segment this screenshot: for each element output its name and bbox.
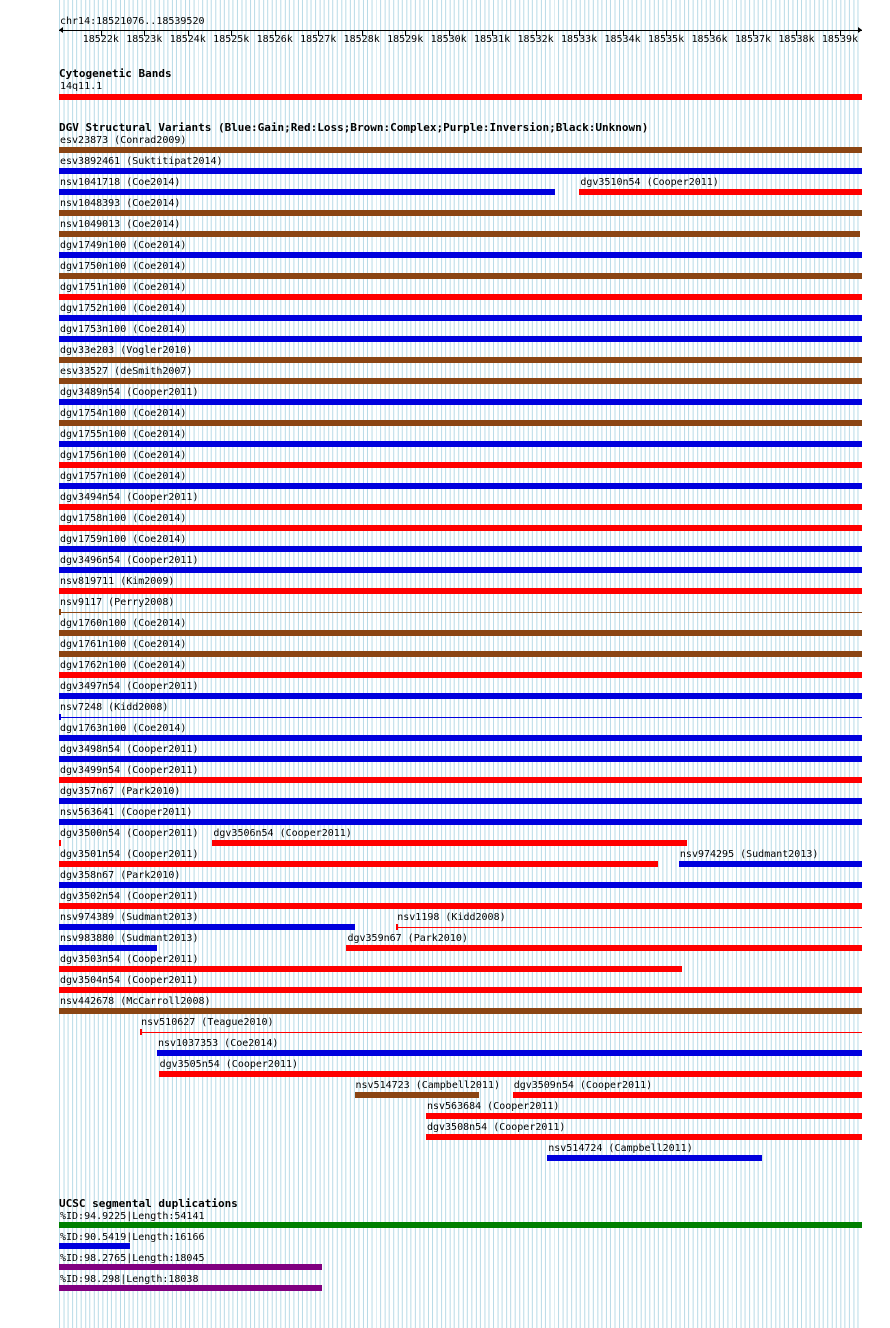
feature-label: nsv563641 (Cooper2011) <box>60 807 193 818</box>
feature-bar[interactable] <box>59 357 862 363</box>
feature-label: dgv1763n100 (Coe2014) <box>60 723 187 734</box>
feature-bar[interactable] <box>140 1032 862 1033</box>
feature-bar[interactable] <box>59 777 862 783</box>
feature-label: esv23873 (Conrad2009) <box>60 135 187 146</box>
feature-label: dgv3489n54 (Cooper2011) <box>60 387 199 398</box>
feature-label: nsv1048393 (Coe2014) <box>60 198 181 209</box>
feature-bar[interactable] <box>679 861 862 867</box>
ruler-tick-label: 18526k <box>256 34 293 45</box>
ruler-tick-label: 18525k <box>213 34 250 45</box>
feature-bar[interactable] <box>426 1113 862 1119</box>
feature-bar[interactable] <box>59 588 862 594</box>
feature-label: nsv1198 (Kidd2008) <box>397 912 506 923</box>
feature-bar[interactable] <box>59 717 862 718</box>
feature-bar[interactable] <box>59 693 862 699</box>
feature-label: nsv974295 (Sudmant2013) <box>679 849 819 860</box>
feature-label: dgv359n67 (Park2010) <box>347 933 468 944</box>
ruler-right-arrow <box>858 27 862 33</box>
feature-label: nsv819711 (Kim2009) <box>60 576 175 587</box>
feature-label: dgv3508n54 (Cooper2011) <box>426 1122 566 1133</box>
feature-label: dgv3510n54 (Cooper2011) <box>580 177 719 188</box>
feature-label: dgv1758n100 (Coe2014) <box>60 513 187 524</box>
feature-bar[interactable] <box>59 672 862 678</box>
feature-label: nsv1037353 (Coe2014) <box>157 1038 279 1049</box>
feature-bar[interactable] <box>426 1134 862 1140</box>
feature-label: dgv1754n100 (Coe2014) <box>60 408 187 419</box>
feature-bar[interactable] <box>59 252 862 258</box>
feature-label: dgv3500n54 (Cooper2011) <box>60 828 199 839</box>
feature-label: nsv9117 (Perry2008) <box>60 597 175 608</box>
feature-label: dgv1753n100 (Coe2014) <box>60 324 187 335</box>
feature-label: nsv1049013 (Coe2014) <box>60 219 181 230</box>
feature-label: nsv514724 (Campbell2011) <box>548 1143 693 1154</box>
feature-label: dgv1759n100 (Coe2014) <box>60 534 187 545</box>
feature-label: dgv3503n54 (Cooper2011) <box>60 954 199 965</box>
feature-label: dgv357n67 (Park2010) <box>60 786 181 797</box>
feature-label: dgv1750n100 (Coe2014) <box>60 261 187 272</box>
feature-label: dgv1755n100 (Coe2014) <box>60 429 187 440</box>
feature-label: esv3892461 (Suktitipat2014) <box>60 156 223 167</box>
feature-bar[interactable] <box>212 840 687 846</box>
feature-bar[interactable] <box>59 399 862 405</box>
feature-label: dgv1757n100 (Coe2014) <box>60 471 187 482</box>
feature-label: esv33527 (deSmith2007) <box>60 366 193 377</box>
ruler-tick-label: 18539k <box>821 34 859 45</box>
locus-label: chr14:18521076..18539520 <box>60 16 205 27</box>
feature-label: %ID:98.298|Length:18038 <box>60 1274 199 1285</box>
feature-label: dgv358n67 (Park2010) <box>60 870 181 881</box>
feature-label: dgv1756n100 (Coe2014) <box>60 450 187 461</box>
feature-label: dgv33e203 (Vogler2010) <box>60 345 193 356</box>
feature-label: nsv563684 (Cooper2011) <box>426 1101 560 1112</box>
feature-bar[interactable] <box>59 861 658 867</box>
feature-label: dgv3497n54 (Cooper2011) <box>60 681 199 692</box>
ruler-tick-label: 18523k <box>126 34 163 45</box>
feature-bar[interactable] <box>59 441 862 447</box>
feature-bar[interactable] <box>59 294 862 300</box>
feature-end-cap <box>396 924 398 930</box>
ruler-tick-label: 18528k <box>343 34 380 45</box>
feature-bar[interactable] <box>59 612 862 613</box>
feature-end-cap <box>59 714 61 720</box>
feature-bar[interactable] <box>59 273 862 279</box>
feature-bar[interactable] <box>59 231 860 237</box>
ruler-tick-label: 18537k <box>734 34 772 45</box>
feature-bar[interactable] <box>59 1243 130 1249</box>
feature-bar[interactable] <box>59 903 862 909</box>
feature-label: dgv3498n54 (Cooper2011) <box>60 744 199 755</box>
ruler-tick-label: 18538k <box>778 34 815 45</box>
feature-bar[interactable] <box>59 210 862 216</box>
feature-label: dgv3505n54 (Cooper2011) <box>159 1059 299 1070</box>
feature-bar[interactable] <box>346 945 862 951</box>
ruler-tick-label: 18529k <box>387 34 424 45</box>
feature-bar[interactable] <box>59 336 862 342</box>
feature-bar[interactable] <box>59 504 862 510</box>
feature-bar[interactable] <box>547 1155 761 1161</box>
feature-label: %ID:98.2765|Length:18045 <box>60 1253 205 1264</box>
ruler-tick-label: 18534k <box>604 34 641 45</box>
feature-bar[interactable] <box>59 630 862 636</box>
feature-bar[interactable] <box>59 147 862 153</box>
feature-bar[interactable] <box>59 546 862 552</box>
dgv-track-title: DGV Structural Variants (Blue:Gain;Red:Loss;Brown:Complex;Purple:Inversion;Black:Unknown) <box>59 121 649 134</box>
feature-label: dgv1762n100 (Coe2014) <box>60 660 187 671</box>
feature-bar[interactable] <box>59 756 862 762</box>
feature-label: dgv3506n54 (Cooper2011) <box>213 828 352 839</box>
feature-bar[interactable] <box>59 1008 862 1014</box>
feature-label: dgv3509n54 (Cooper2011) <box>513 1080 653 1091</box>
feature-bar[interactable] <box>59 462 862 468</box>
feature-bar[interactable] <box>157 1050 862 1056</box>
feature-bar[interactable] <box>59 567 862 573</box>
left-margin <box>0 0 59 1328</box>
feature-bar[interactable] <box>59 840 61 846</box>
feature-label: dgv1751n100 (Coe2014) <box>60 282 187 293</box>
feature-bar[interactable] <box>59 819 862 825</box>
feature-label: nsv974389 (Sudmant2013) <box>60 912 199 923</box>
ruler-tick-label: 18522k <box>82 34 119 45</box>
feature-bar[interactable] <box>396 927 862 928</box>
feature-bar[interactable] <box>59 1264 322 1270</box>
feature-label: dgv3504n54 (Cooper2011) <box>60 975 199 986</box>
feature-label: %ID:90.5419|Length:16166 <box>60 1232 205 1243</box>
feature-bar[interactable] <box>59 420 862 426</box>
ruler-tick-label: 18533k <box>561 34 598 45</box>
segdup-track-title: UCSC segmental duplications <box>59 1197 238 1210</box>
feature-label: dgv3502n54 (Cooper2011) <box>60 891 199 902</box>
cyto-track-title: Cytogenetic Bands <box>59 67 172 80</box>
feature-bar[interactable] <box>59 483 862 489</box>
feature-label: dgv3499n54 (Cooper2011) <box>60 765 199 776</box>
feature-bar[interactable] <box>59 1285 322 1291</box>
feature-label: dgv3501n54 (Cooper2011) <box>60 849 199 860</box>
feature-bar[interactable] <box>59 1222 862 1228</box>
feature-label: nsv983880 (Sudmant2013) <box>60 933 199 944</box>
feature-label: dgv1760n100 (Coe2014) <box>60 618 187 629</box>
feature-label: nsv1041718 (Coe2014) <box>60 177 181 188</box>
ruler-tick-label: 18530k <box>430 34 467 45</box>
ruler-tick-label: 18524k <box>169 34 206 45</box>
feature-bar[interactable] <box>159 1071 862 1077</box>
feature-bar[interactable] <box>59 882 862 888</box>
feature-bar[interactable] <box>59 735 862 741</box>
ruler-tick-label: 18536k <box>691 34 728 45</box>
feature-label: dgv3494n54 (Cooper2011) <box>60 492 199 503</box>
feature-end-cap <box>140 1029 142 1035</box>
feature-bar[interactable] <box>59 987 862 993</box>
ruler-tick-label: 18527k <box>300 34 337 45</box>
feature-bar[interactable] <box>59 189 555 195</box>
right-margin <box>862 0 890 1328</box>
ruler-tick-label: 18531k <box>474 34 511 45</box>
feature-bar[interactable] <box>59 798 862 804</box>
feature-bar[interactable] <box>59 924 355 930</box>
feature-bar[interactable] <box>59 315 862 321</box>
cyto-band-label: 14q11.1 <box>60 81 103 92</box>
feature-bar[interactable] <box>355 1092 479 1098</box>
feature-bar[interactable] <box>59 525 862 531</box>
feature-label: dgv1752n100 (Coe2014) <box>60 303 187 314</box>
ruler-left-arrow <box>59 27 63 33</box>
feature-bar[interactable] <box>59 966 682 972</box>
cyto-band-bar[interactable] <box>59 94 862 100</box>
feature-label: nsv7248 (Kidd2008) <box>60 702 169 713</box>
feature-label: nsv442678 (McCarroll2008) <box>60 996 211 1007</box>
feature-bar[interactable] <box>579 189 862 195</box>
feature-label: nsv514723 (Campbell2011) <box>355 1080 500 1091</box>
feature-label: nsv510627 (Teague2010) <box>141 1017 274 1028</box>
feature-label: %ID:94.9225|Length:54141 <box>60 1211 205 1222</box>
feature-bar[interactable] <box>59 168 862 174</box>
feature-label: dgv3496n54 (Cooper2011) <box>60 555 199 566</box>
feature-bar[interactable] <box>59 651 862 657</box>
feature-end-cap <box>59 609 61 615</box>
ruler-line <box>59 30 862 31</box>
ruler-tick-label: 18532k <box>517 34 554 45</box>
feature-label: dgv1749n100 (Coe2014) <box>60 240 187 251</box>
feature-bar[interactable] <box>59 378 862 384</box>
feature-bar[interactable] <box>513 1092 862 1098</box>
feature-label: dgv1761n100 (Coe2014) <box>60 639 187 650</box>
ruler-tick-label: 18535k <box>647 34 685 45</box>
feature-bar[interactable] <box>59 945 157 951</box>
